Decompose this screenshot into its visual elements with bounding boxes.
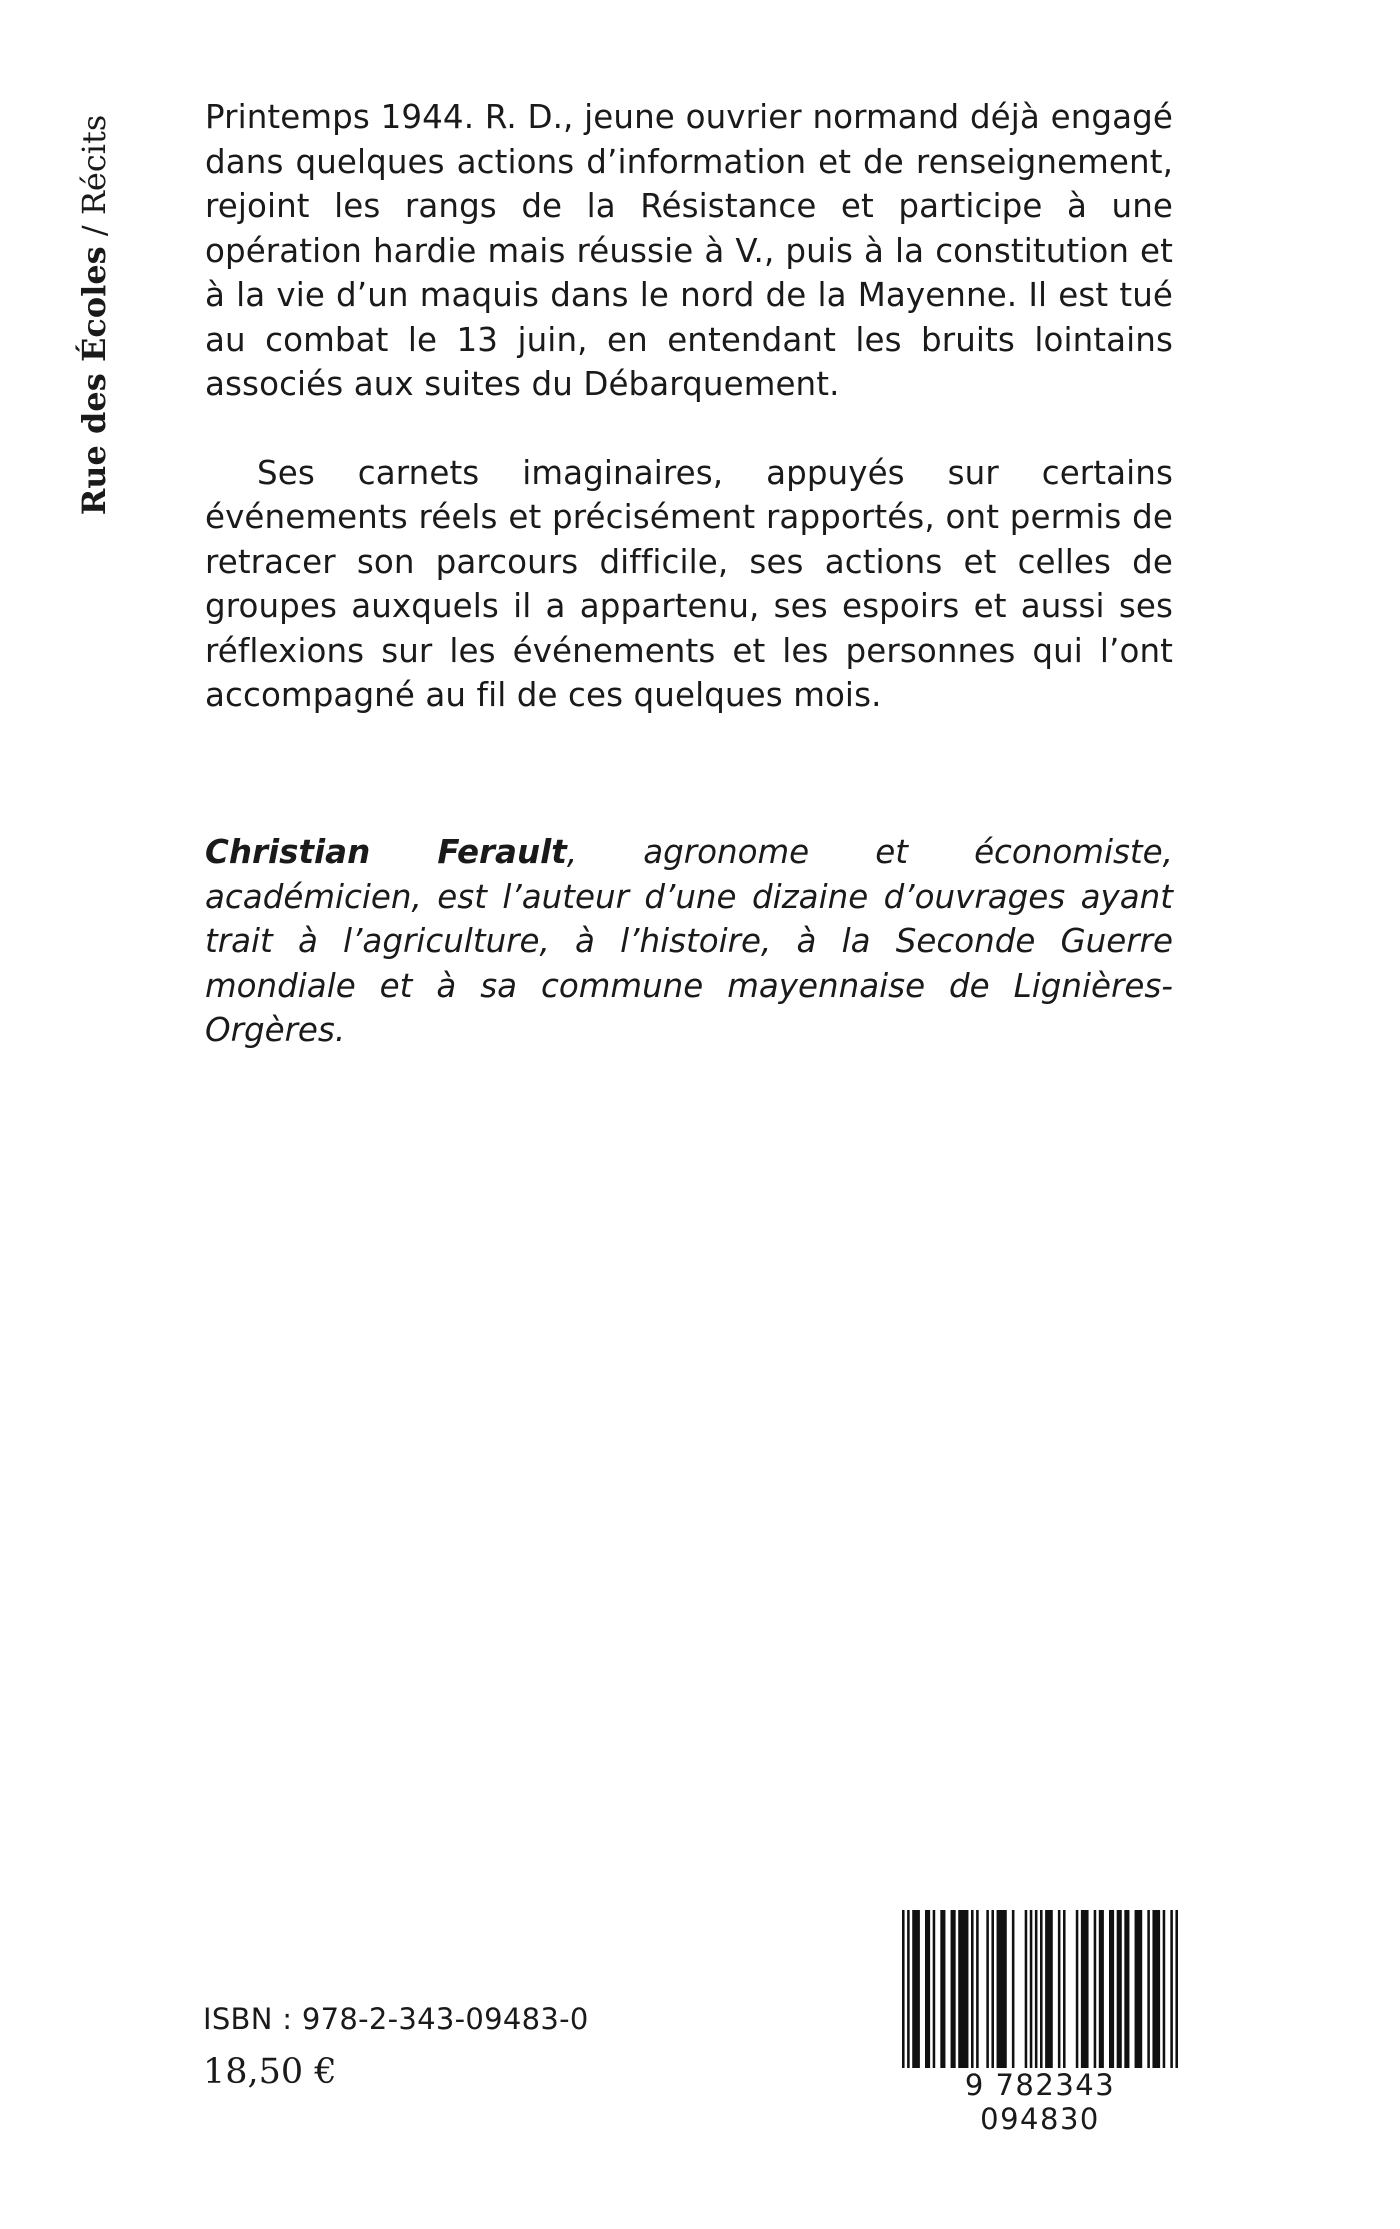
barcode-bar (1045, 1910, 1053, 2082)
barcode-bar (902, 1910, 905, 2082)
barcode-bar (1076, 1910, 1079, 2082)
barcode-bar (1124, 1910, 1129, 2082)
barcode-bar (907, 1910, 910, 2082)
barcode-bar (1058, 1910, 1061, 2082)
barcode-bar (1163, 1910, 1166, 2082)
barcode-bar (976, 1910, 979, 2082)
barcode-bar (1012, 1910, 1015, 2082)
barcode-bar (1081, 1910, 1089, 2082)
author-description: , agronome et économiste, académicien, est l’auteur d’une dizaine d’ouvrages ayant trait à l’agriculture, à l’histoire, à la Seconde Guerre mondiale et à sa commune mayennaise de Lignières-Orgères. (205, 833, 1173, 1049)
book-blurb (205, 95, 1173, 718)
barcode-bar (1147, 1910, 1150, 2082)
barcode-bar (986, 1910, 989, 2082)
barcode-bar (1175, 1910, 1178, 2082)
spine-label (68, 100, 120, 530)
barcode-bar (991, 1910, 994, 2082)
author-name: Christian Ferault (205, 833, 567, 871)
barcode-bar (1117, 1910, 1122, 2082)
barcode-bar (933, 1910, 936, 2082)
barcode-bar (1035, 1910, 1038, 2082)
isbn-number: ISBN : 978-2-343-09483-0 (203, 2002, 589, 2036)
barcode-bar (1170, 1910, 1173, 2082)
barcode-bar (912, 1910, 920, 2082)
barcode-bar (1135, 1910, 1143, 2082)
series-separator: / (75, 215, 113, 247)
barcode-bar (958, 1910, 968, 2082)
spine-text (75, 115, 113, 516)
book-price: 18,50 € (203, 2052, 337, 2092)
barcode-bar (1025, 1910, 1028, 2082)
barcode-bar (1109, 1910, 1114, 2082)
barcode-bar (997, 1910, 1007, 2082)
barcode-bar (1152, 1910, 1160, 2082)
barcode-bar (1063, 1910, 1066, 2082)
barcode-bar (925, 1910, 930, 2082)
author-bio (205, 830, 1173, 1053)
blurb-paragraph-2: Ses carnets imaginaires, appuyés sur certains événements réels et précisément rapportés, ont permis de retracer son parcours difficile, ses actions et celles de groupes auxquels il a appartenu, ses espoirs et aussi ses réflexions sur les événements et les personnes qui l’ont accompagné au fil de ces quelques mois. (205, 453, 1173, 714)
barcode-bar (971, 1910, 974, 2082)
barcode-digits: 9 782343 094830 (900, 2068, 1180, 2136)
barcode-bar (1094, 1910, 1097, 2082)
author-paragraph (205, 830, 1173, 1053)
series-name: Rue des Écoles (75, 246, 113, 516)
barcode (900, 1910, 1180, 2136)
collection-name: Récits (75, 114, 113, 216)
blurb-paragraph-1: Printemps 1944. R. D., jeune ouvrier normand déjà engagé dans quelques actions d’information et de renseignement, rejoint les rangs de la Résistance et participe à une opération hardie mais réussie à V., puis à la constitution et à la vie d’un maquis dans le nord de la Mayenne. Il est tué au combat le 13 juin, en entendant les bruits lointains associés aux suites du Débarquement. (205, 98, 1173, 403)
barcode-bar (951, 1910, 956, 2082)
barcode-bar (940, 1910, 945, 2082)
barcode-bar (1030, 1910, 1033, 2082)
barcode-bar (1099, 1910, 1104, 2082)
barcode-bar (1040, 1910, 1043, 2082)
